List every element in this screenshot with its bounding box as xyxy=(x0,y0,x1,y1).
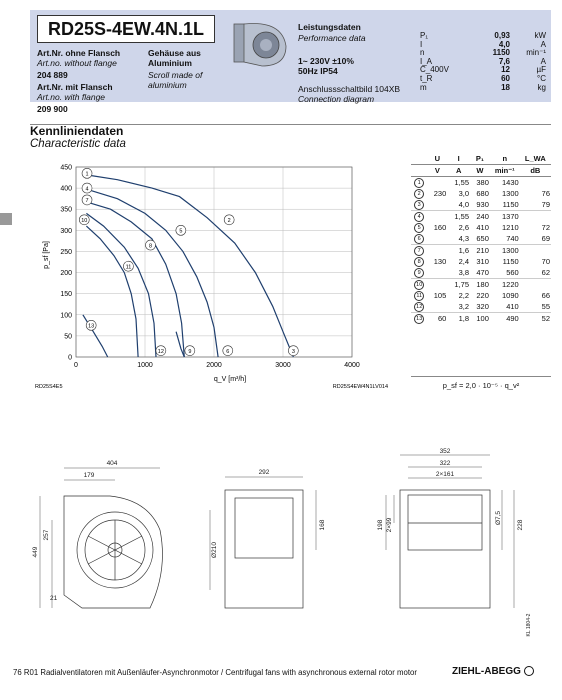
table-row xyxy=(411,256,551,267)
cell-P: 410 xyxy=(476,223,489,232)
cell-L xyxy=(520,211,551,223)
row-id xyxy=(411,199,427,211)
cell-P: 310 xyxy=(476,257,489,266)
cell-L xyxy=(520,279,551,291)
cell-P: 240 xyxy=(476,212,489,221)
table-header-row xyxy=(411,165,551,177)
footer xyxy=(13,668,417,677)
cell-P: 470 xyxy=(476,268,489,277)
y-tick-label: 250 xyxy=(60,248,72,256)
row-id-circle: 6 xyxy=(414,234,424,244)
marker-label: 1 xyxy=(85,171,89,178)
y-tick-label: 300 xyxy=(60,227,72,235)
cell-U: 230 xyxy=(433,189,447,198)
row-id xyxy=(411,233,427,245)
row-id-circle: 3 xyxy=(414,200,424,210)
spec-row xyxy=(420,75,546,84)
row-id xyxy=(411,188,427,199)
cell-L: 55 xyxy=(541,302,550,311)
row-id-circle: 7 xyxy=(414,246,424,256)
table-row xyxy=(411,177,551,189)
spec-val: 1150 xyxy=(492,48,510,58)
cell-U xyxy=(427,211,447,223)
section-title: Kennliniendaten xyxy=(30,124,124,138)
cell-L: 66 xyxy=(541,291,550,300)
spec-sym: I xyxy=(420,39,423,49)
cell-L: 62 xyxy=(541,268,550,277)
formula: p_sf = 2,0 · 10⁻⁵ · q_v² xyxy=(411,376,551,390)
chart-note-left: RD25S4E5 xyxy=(35,384,63,390)
row-id-circle: 12 xyxy=(416,304,423,310)
cell-I: 1,75 xyxy=(454,280,470,289)
cell-L xyxy=(520,177,551,189)
x-tick-label: 0 xyxy=(74,362,78,369)
dim-352: 352 xyxy=(439,448,451,455)
header-cell: V xyxy=(427,165,447,177)
row-id xyxy=(411,267,427,279)
curve-marker-7 xyxy=(82,195,92,205)
cell-U xyxy=(427,279,447,291)
cell-I: 1,6 xyxy=(458,246,470,255)
cell-n: 1210 xyxy=(502,223,519,232)
marker-label: 3 xyxy=(291,348,295,355)
cell-U: 60 xyxy=(437,314,447,323)
y-tick-label: 100 xyxy=(60,312,72,320)
cell-n: 410 xyxy=(506,302,519,311)
dim-198: 198 xyxy=(377,519,384,531)
spec-unit: A xyxy=(540,56,546,66)
marker-label: 4 xyxy=(85,186,89,193)
cell-L: 70 xyxy=(541,257,550,266)
spec-sym: t_R xyxy=(420,73,433,83)
x-axis-label: q_V [m³/h] xyxy=(213,376,247,383)
curve-marker-9 xyxy=(185,346,195,356)
spec-unit: kg xyxy=(537,82,546,92)
curve-marker-2 xyxy=(224,215,234,225)
cell-n: 490 xyxy=(506,314,519,323)
art-no-flange-label: Art.Nr. mit Flansch xyxy=(37,82,113,92)
cell-n: 1090 xyxy=(502,291,519,300)
brand-icon xyxy=(524,666,534,676)
marker-label: 13 xyxy=(88,323,95,330)
cell-L: 69 xyxy=(541,234,550,243)
spec-unit: kW xyxy=(534,31,546,40)
cell-U xyxy=(427,245,447,257)
cell-I: 1,55 xyxy=(454,212,470,221)
cell-L: 72 xyxy=(541,223,550,232)
x-tick-label: 2000 xyxy=(206,362,222,369)
spec-row xyxy=(420,32,546,41)
housing-material: Aluminium xyxy=(148,58,192,68)
marker-label: 12 xyxy=(157,348,164,355)
spec-sym: I_A xyxy=(420,56,433,66)
cell-U xyxy=(427,199,447,211)
cell-P: 320 xyxy=(476,302,489,311)
housing-en-2: aluminium xyxy=(148,80,187,90)
dim-21: 21 xyxy=(50,595,58,602)
header-cell xyxy=(411,165,427,177)
row-id xyxy=(411,290,427,301)
cell-I: 2,2 xyxy=(458,291,470,300)
spec-unit: °C xyxy=(537,73,546,83)
dim-210: Ø210 xyxy=(211,542,218,558)
marker-label: 9 xyxy=(188,348,192,355)
cell-n: 1150 xyxy=(502,257,519,266)
dim-168: 168 xyxy=(319,519,326,531)
row-id-circle: 13 xyxy=(416,316,423,322)
cell-I: 4,0 xyxy=(458,200,470,209)
cell-I: 1,55 xyxy=(454,178,470,187)
spec-val: 18 xyxy=(501,82,510,92)
cell-P: 100 xyxy=(476,314,489,323)
dim-449: 449 xyxy=(32,546,39,558)
row-id-circle: 10 xyxy=(416,282,423,288)
cell-n: 740 xyxy=(506,234,519,243)
cell-P: 930 xyxy=(476,200,489,209)
spec-sym: P₁ xyxy=(420,31,429,40)
cell-n: 1220 xyxy=(502,280,519,289)
y-tick-label: 400 xyxy=(60,185,72,193)
row-id-circle: 2 xyxy=(414,189,424,199)
marker-label: 11 xyxy=(125,264,132,271)
cell-L: 76 xyxy=(541,189,550,198)
table-row xyxy=(411,313,551,325)
marker-label: 2 xyxy=(227,217,231,224)
cell-I: 4,3 xyxy=(458,234,470,243)
brand-name: ZIEHL-ABEGG xyxy=(452,666,521,677)
dim-179: 179 xyxy=(83,472,95,479)
table-header-row xyxy=(411,153,551,165)
cell-P: 220 xyxy=(476,291,489,300)
curve-marker-8 xyxy=(146,240,156,250)
fan-curve-chart xyxy=(30,155,405,395)
marker-label: 8 xyxy=(148,243,153,250)
cell-U xyxy=(427,301,447,313)
connection: Anschlussschaltbild 104XB xyxy=(298,84,401,94)
table-row xyxy=(411,301,551,313)
cell-I: 3,8 xyxy=(458,268,470,277)
row-id-circle: 9 xyxy=(414,268,424,278)
row-id xyxy=(411,245,427,257)
curve-marker-5 xyxy=(176,225,186,235)
page-number: 76 xyxy=(13,668,22,677)
y-axis-label: p_sf [Pa] xyxy=(43,241,50,269)
y-tick-label: 200 xyxy=(60,270,72,278)
spec-list xyxy=(420,32,546,92)
header-cell: P₁ xyxy=(470,153,490,165)
model-title: RD25S-4EW.4N.1L xyxy=(37,15,215,43)
section-subtitle: Characteristic data xyxy=(30,138,126,150)
data-table xyxy=(411,153,551,324)
spec-unit: µF xyxy=(536,65,546,75)
table-row xyxy=(411,188,551,199)
side-tab xyxy=(0,213,12,225)
cell-U: 160 xyxy=(433,223,447,232)
cell-P: 180 xyxy=(476,280,489,289)
y-tick-label: 450 xyxy=(60,164,72,172)
curve-marker-4 xyxy=(82,183,92,193)
curve-marker-6 xyxy=(223,346,233,356)
cell-P: 210 xyxy=(476,246,489,255)
cell-U xyxy=(427,177,447,189)
housing-label: Gehäuse aus xyxy=(148,48,201,58)
cell-I: 2,6 xyxy=(458,223,470,232)
art-no-flange-value: 209 900 xyxy=(37,104,68,114)
cell-L xyxy=(520,245,551,257)
art-no-flange-label-en: Art.no. with flange xyxy=(37,92,106,102)
cell-P: 380 xyxy=(476,178,489,187)
dim-322: 322 xyxy=(439,460,451,467)
header-cell: I xyxy=(447,153,470,165)
spec-sym: C_400V xyxy=(420,65,449,75)
dim-404: 404 xyxy=(106,460,118,467)
cell-L: 52 xyxy=(541,314,550,323)
cell-n: 1430 xyxy=(502,178,519,187)
row-id xyxy=(411,301,427,313)
spec-val: 4,0 xyxy=(498,39,510,49)
chart-note-right: RD25S4EW4N1LV014 xyxy=(332,384,388,390)
cell-n: 1370 xyxy=(502,212,519,221)
art-no-label-en: Art.no. without flange xyxy=(37,58,117,68)
brand-logo xyxy=(452,666,534,677)
x-tick-label: 3000 xyxy=(275,362,291,369)
header-cell: min⁻¹ xyxy=(490,165,520,177)
row-id xyxy=(411,256,427,267)
curve-marker-3 xyxy=(288,346,298,356)
table-row xyxy=(411,222,551,233)
cell-U xyxy=(427,233,447,245)
row-id xyxy=(411,211,427,223)
curve-marker-10 xyxy=(79,215,89,225)
connection-en: Connection diagram xyxy=(298,94,375,104)
cell-n: 1300 xyxy=(502,246,519,255)
header-cell: dB xyxy=(520,165,551,177)
table-row xyxy=(411,199,551,211)
table-row xyxy=(411,279,551,291)
spec-sym: m xyxy=(420,82,427,92)
perf-title-en: Performance data xyxy=(298,33,366,43)
cell-I: 3,2 xyxy=(458,302,470,311)
dimension-drawing xyxy=(30,450,530,660)
cell-P: 650 xyxy=(476,234,489,243)
spec-sym: n xyxy=(420,48,425,58)
dim-2x161: 2×161 xyxy=(435,471,455,478)
spec-val: 0,93 xyxy=(494,31,510,40)
row-id-circle: 11 xyxy=(414,291,424,301)
spec-unit: A xyxy=(540,39,546,49)
spec-row xyxy=(420,84,546,93)
x-tick-label: 4000 xyxy=(344,362,360,369)
cell-I: 2,4 xyxy=(458,257,470,266)
curve-marker-12 xyxy=(156,346,166,356)
header-cell: U xyxy=(427,153,447,165)
x-tick-label: 1000 xyxy=(137,362,153,369)
frequency: 50Hz IP54 xyxy=(298,66,338,76)
dim-228: 228 xyxy=(517,519,524,531)
marker-label: 6 xyxy=(226,348,230,355)
art-no-value: 204 889 xyxy=(37,70,68,80)
table-row xyxy=(411,245,551,257)
footer-text: R01 Radialventilatoren mit Außenläufer-Asynchronmotor / Centrifugal fans with asynchronous external rotor motor xyxy=(23,668,417,677)
row-id xyxy=(411,313,427,325)
cell-L: 79 xyxy=(541,200,550,209)
y-tick-label: 350 xyxy=(60,206,72,214)
cell-I: 1,8 xyxy=(458,314,470,323)
table-row xyxy=(411,267,551,279)
curve-marker-11 xyxy=(123,261,133,271)
y-tick-label: 150 xyxy=(60,291,72,299)
cell-U: 130 xyxy=(433,257,447,266)
housing-en-1: Scroll made of xyxy=(148,70,203,80)
perf-title: Leistungsdaten xyxy=(298,22,361,32)
row-id xyxy=(411,177,427,189)
row-id-circle: 4 xyxy=(414,212,424,222)
spec-val: 7,6 xyxy=(498,56,510,66)
cell-n: 1300 xyxy=(502,189,519,198)
header-cell: n xyxy=(490,153,520,165)
marker-label: 10 xyxy=(81,217,88,224)
y-tick-label: 50 xyxy=(64,333,72,341)
header-cell: L_WA xyxy=(520,153,551,165)
row-id xyxy=(411,222,427,233)
cell-U: 105 xyxy=(433,291,447,300)
row-id-circle: 1 xyxy=(414,178,424,188)
marker-label: 5 xyxy=(179,228,183,235)
row-id-circle: 5 xyxy=(414,223,424,233)
fan-image xyxy=(232,18,290,70)
cell-n: 560 xyxy=(506,268,519,277)
table-row xyxy=(411,233,551,245)
table-row xyxy=(411,290,551,301)
spec-unit: min⁻¹ xyxy=(526,48,546,58)
spec-row xyxy=(420,49,546,58)
dim-hole: Ø7,5 xyxy=(495,510,502,526)
spec-val: 60 xyxy=(501,73,510,83)
dim-2x99: 2×99 xyxy=(386,517,393,533)
spec-val: 12 xyxy=(501,65,510,75)
curve-10 xyxy=(86,226,138,357)
spec-row xyxy=(420,66,546,75)
art-no-label: Art.Nr. ohne Flansch xyxy=(37,48,121,58)
row-id xyxy=(411,279,427,291)
curve-marker-1 xyxy=(82,168,92,178)
cell-I: 3,0 xyxy=(458,189,470,198)
drawing-id: KL 1804-2 xyxy=(526,613,532,637)
cell-n: 1150 xyxy=(502,200,519,209)
header-cell: W xyxy=(470,165,490,177)
voltage: 1~ 230V ±10% xyxy=(298,56,354,66)
table-row xyxy=(411,211,551,223)
marker-label: 7 xyxy=(85,198,89,205)
row-id-circle: 8 xyxy=(414,257,424,267)
header-cell xyxy=(411,153,427,165)
header-cell: A xyxy=(447,165,470,177)
curve-marker-13 xyxy=(86,320,96,330)
cell-U xyxy=(427,267,447,279)
dim-292: 292 xyxy=(258,469,270,476)
cell-P: 680 xyxy=(476,189,489,198)
y-tick-label: 0 xyxy=(68,354,72,362)
dim-257: 257 xyxy=(43,529,50,541)
